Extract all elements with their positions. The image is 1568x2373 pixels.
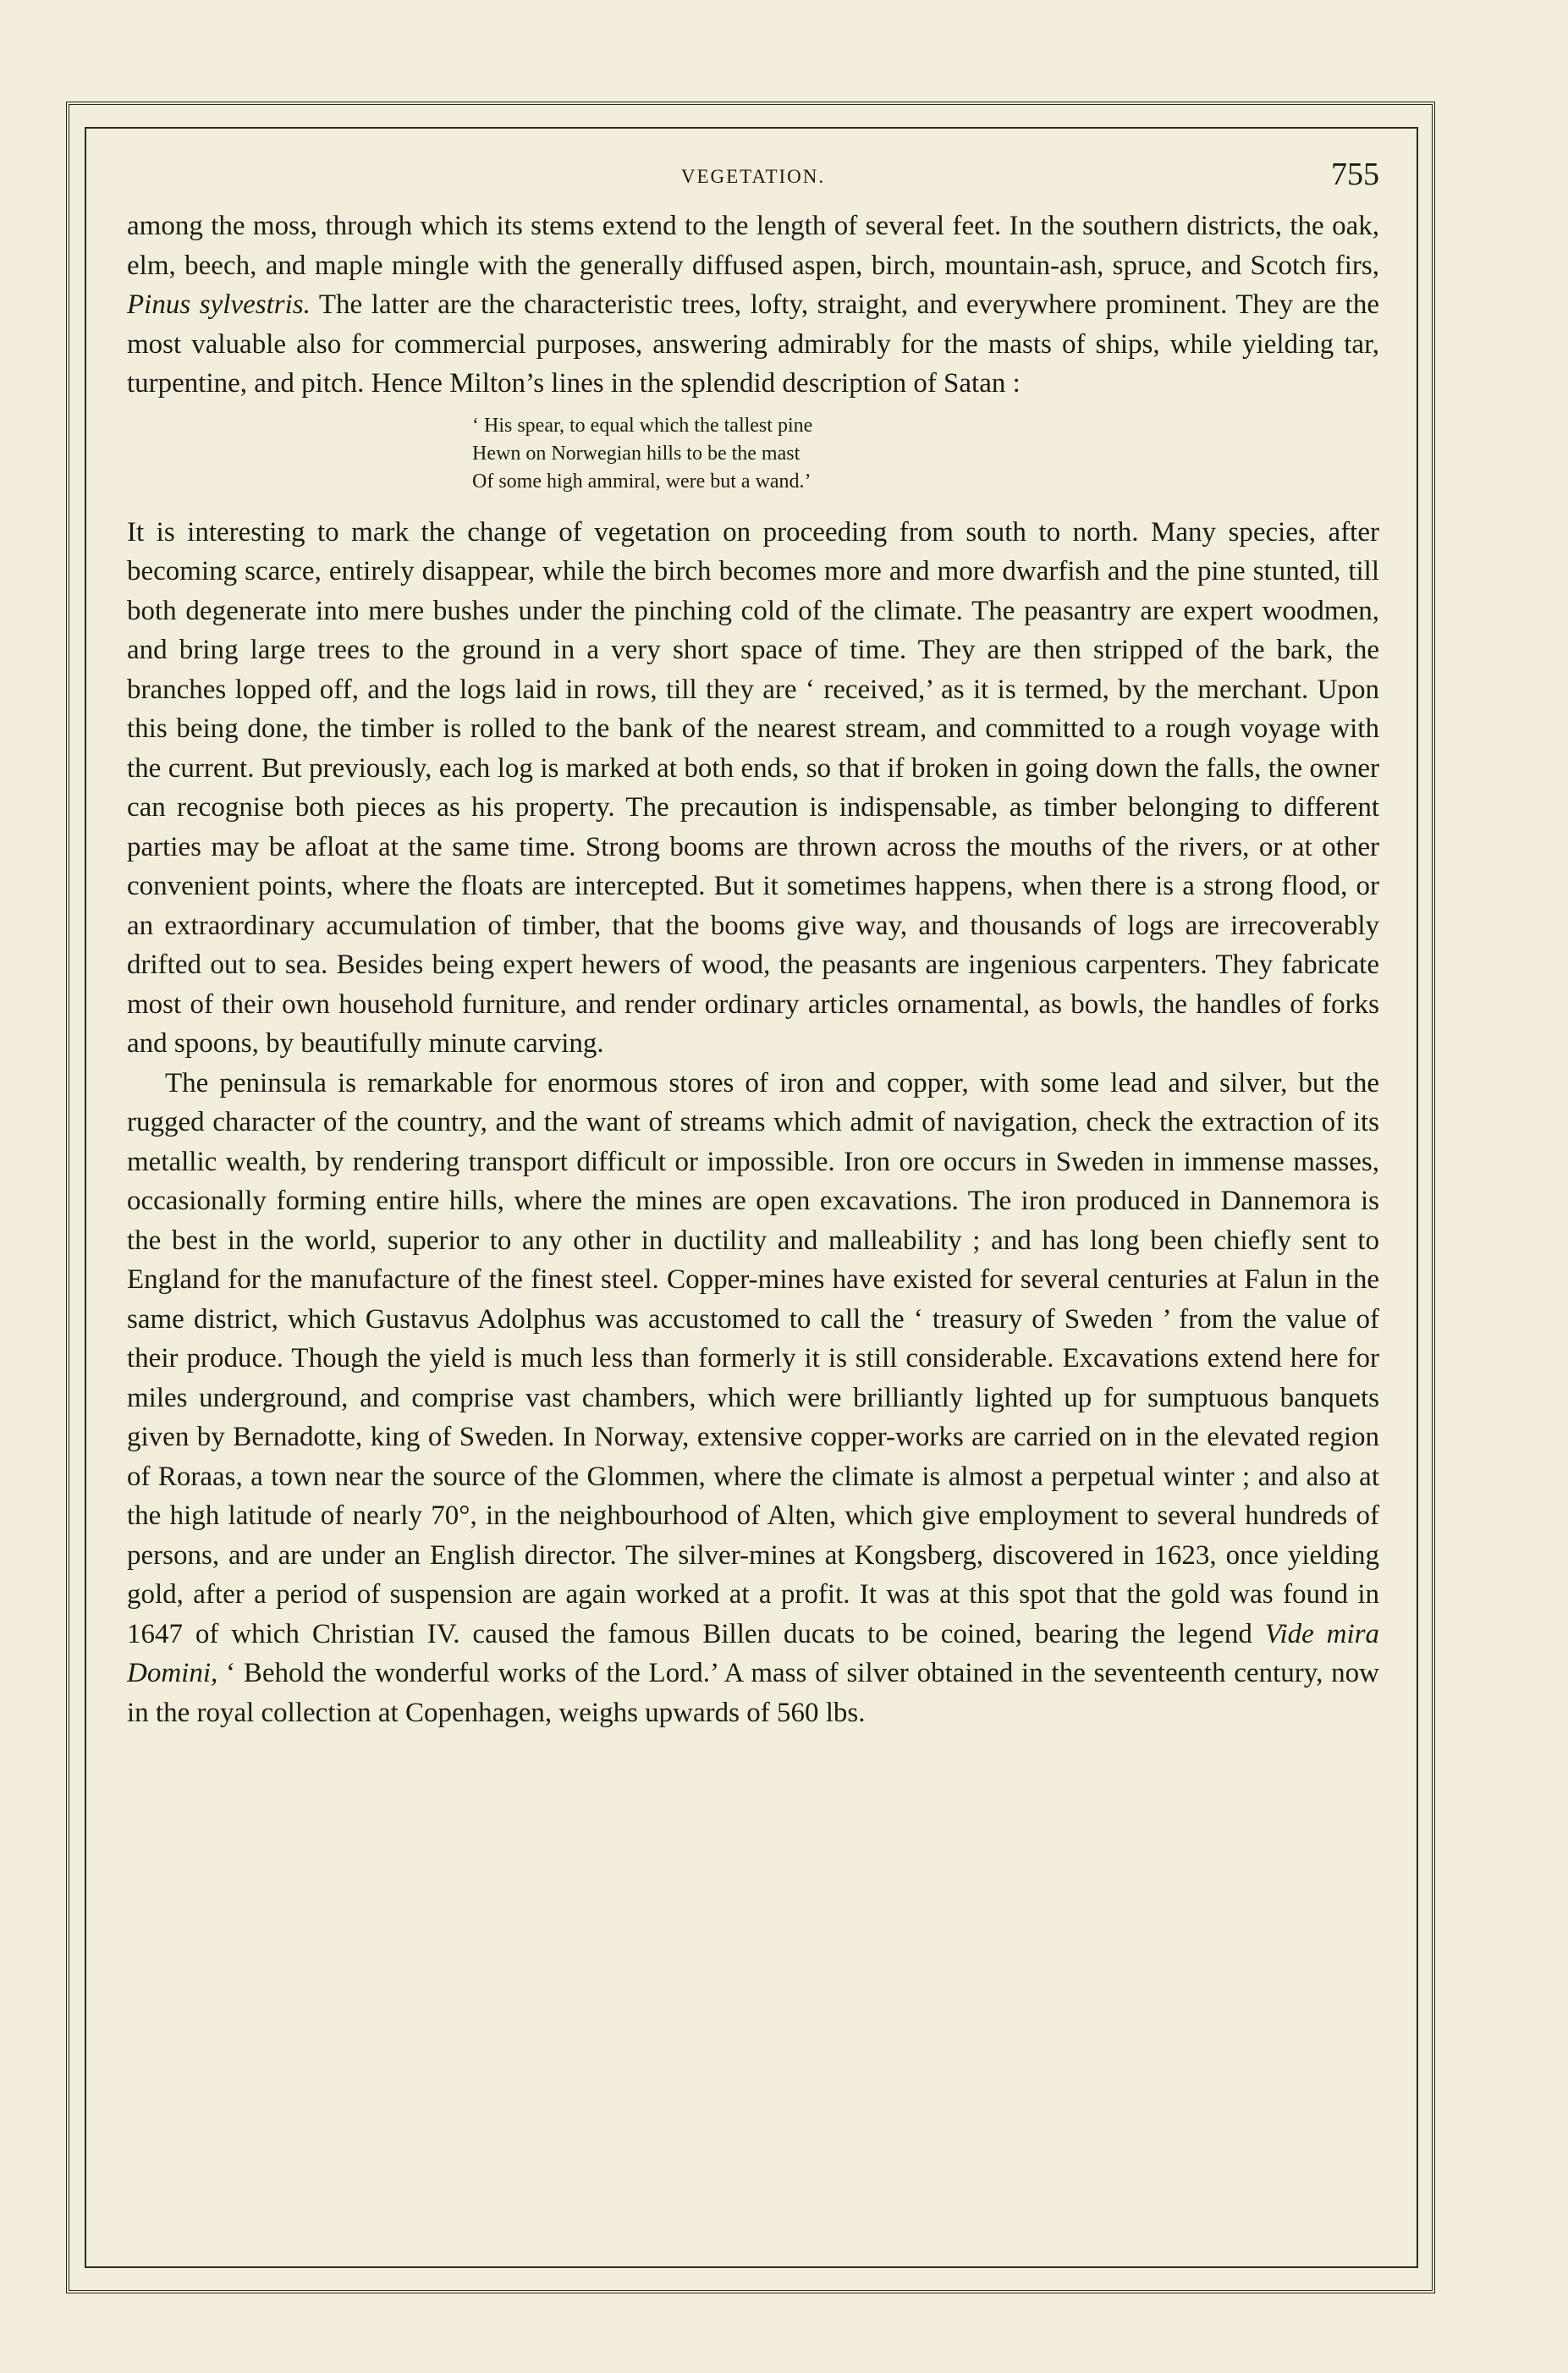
- paragraph-3: [127, 1064, 1379, 1733]
- quote-line-2: Hewn on Norwegian hills to be the mast: [472, 442, 801, 465]
- quote-line-1: ‘ His spear, to equal which the tallest pine: [472, 414, 813, 437]
- paragraph-1: [127, 206, 1379, 404]
- quote-line-3: Of some high ammiral, were but a wand.’: [472, 470, 812, 493]
- milton-quote: [127, 412, 1379, 496]
- paragraph-3-italic: Vide mira Domini,: [127, 1618, 1379, 1688]
- page-number: 755: [1331, 157, 1379, 192]
- paragraph-3-text-a: The peninsula is remarkable for enormous stores of iron and copper, with some lead and silver, but the rugged character of the country, and the want of streams which admit of navigation, check the extraction of its metallic wealth, by rendering transport difficult or impossible. Iron ore occurs in Sweden in immense masses, occasionally forming entire hills, where the mines are open excavations. The iron produced in Dannemora is the best in the world, superior to any other in ductility and malleability ; and has long been chiefly sent to England for the manufacture of the finest steel. Copper-mines have existed for several centuries at Falun in the same district, which Gustavus Adolphus was accustomed to call the ‘ treasury of Sweden ’ from the value of their produce. Though the yield is much less than formerly it is still considerable. Excavations extend here for miles underground, and comprise vast chambers, which were brilliantly lighted up for sumptuous banquets given by Bernadotte, king of Sweden. In Norway, extensive copper-works are carried on in the elevated region of Roraas, a town near the source of the Glommen, where the climate is almost a perpetual winter ; and also at the high latitude of nearly 70°, in the neighbourhood of Alten, which give employment to several hundreds of persons, and are under an English director. The silver-mines at Kongsberg, discovered in 1623, once yielding gold, after a period of suspension are again worked at a profit. It was at this spot that the gold was found in 1647 of which Christian IV. caused the famous Billen ducats to be coined, bearing the legend: [127, 1067, 1379, 1649]
- running-head: [127, 156, 1379, 206]
- paragraph-2: It is interesting to mark the change of vegetation on proceeding from south to north. Many species, after becoming scarce, entirely disappear, while the birch becomes more and more dwarfish and the pine stunted, till both degenerate into mere bushes under the pinching cold of the climate. The peasantry are expert woodmen, and bring large trees to the ground in a very short space of time. They are then stripped of the bark, the branches lopped off, and the logs laid in rows, till they are ‘ received,’ as it is termed, by the merchant. Upon this being done, the timber is rolled to the bank of the nearest stream, and committed to a rough voyage with the current. But previously, each log is marked at both ends, so that if broken in going down the falls, the owner can recognise both pieces as his property. The precaution is indispensable, as timber belonging to different parties may be afloat at the same time. Strong booms are thrown across the mouths of the rivers, or at other convenient points, where the floats are intercepted. But it sometimes happens, when there is a strong flood, or an extraordinary accumulation of timber, that the booms give way, and thousands of logs are irrecoverably drifted out to sea. Besides being expert hewers of wood, the peasants are ingenious carpenters. They fabricate most of their own household furniture, and render ordinary articles ornamental, as bowls, the handles of forks and spoons, by beautifully minute carving.: [127, 516, 1379, 1059]
- paragraph-1-text-b: The latter are the characteristic trees, lofty, straight, and everywhere prominent. They are the most valuable also for commercial purposes, answering admirably for the masts of ships, while yielding tar, turpentine, and pitch. Hence Milton’s lines in the splendid description of Satan :: [127, 289, 1379, 399]
- running-title: VEGETATION.: [680, 166, 826, 187]
- paragraph-1-italic: Pinus sylvestris.: [127, 289, 311, 320]
- paragraph-1-text-a: among the moss, through which its stems extend to the length of several feet. In the southern districts, the oak, elm, beech, and maple mingle with the generally diffused aspen, birch, mountain-ash, spruce, and Scotch firs,: [127, 211, 1379, 281]
- paragraph-3-text-b: ‘ Behold the wonderful works of the Lord.’ A mass of silver obtained in the seventeenth century, now in the royal collection at Copenhagen, weighs upwards of 560 lbs.: [127, 1658, 1379, 1728]
- book-page: [127, 156, 1379, 1732]
